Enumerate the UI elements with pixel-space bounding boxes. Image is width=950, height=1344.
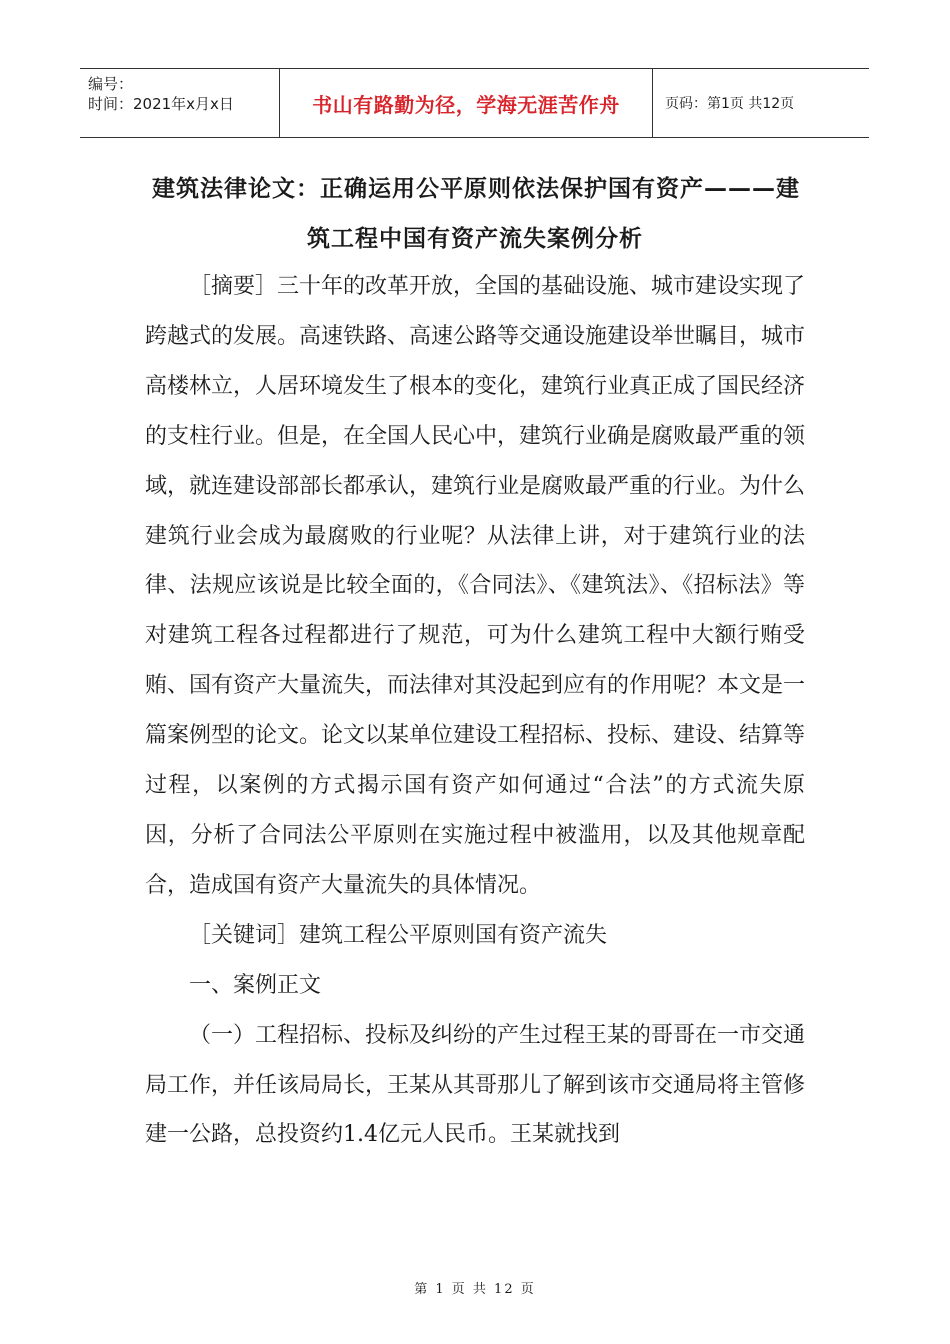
header-table [80, 68, 869, 138]
section-heading: 一、案例正文 [189, 972, 322, 998]
body-paragraph: （一）工程招标、投标及纠纷的产生过程王某的哥哥在一市交通局工作，并任该局局长，王某从其哥那儿了解到该市交通局将主管修建一公路，总投资约1.4亿元人民币。王某就找到 [145, 1022, 806, 1148]
page-footer: 第 1 页 共 12 页 [414, 1282, 536, 1297]
header-page-cell [653, 69, 869, 137]
document-title-line-1: 建筑法律论文：正确运用公平原则依法保护国有资产———建 [152, 176, 800, 202]
header-motto: 书山有路勤为径，学海无涯苦作舟 [312, 92, 620, 117]
header-meta-cell [80, 69, 280, 137]
header-page-info: 页码：第1页 共12页 [665, 96, 795, 112]
header-motto-cell [280, 69, 653, 137]
document-title-line-2: 筑工程中国有资产流失案例分析 [307, 226, 643, 252]
keywords-paragraph: ［关键词］建筑工程公平原则国有资产流失 [189, 922, 608, 948]
document-time-label: 时间：2021年x月x日 [88, 95, 234, 113]
document-number-label: 编号： [88, 75, 134, 93]
abstract-paragraph: ［摘要］三十年的改革开放，全国的基础设施、城市建设实现了跨越式的发展。高速铁路、高速公路等交通设施建设举世瞩目，城市高楼林立，人居环境发生了根本的变化，建筑行业真正成了国民经济的支柱行业。但是，在全国人民心中，建筑行业确是腐败最严重的领域，就连建设部部长都承认，建筑行业是腐败最严重的行业。为什么建筑行业会成为最腐败的行业呢？从法律上讲，对于建筑行业的法律、法规应该说是比较全面的，《合同法》、《建筑法》、《招标法》等对建筑工程各过程都进行了规范，可为什么建筑工程中大额行贿受贿、国有资产大量流失，而法律对其没起到应有的作用呢？本文是一篇案例型的论文。论文以某单位建设工程招标、投标、建设、结算等过程，以案例的方式揭示国有资产如何通过“合法”的方式流失原因，分析了合同法公平原则在实施过程中被滥用，以及其他规章配合，造成国有资产大量流失的具体情况。 [145, 274, 806, 898]
document-body [145, 262, 805, 1160]
